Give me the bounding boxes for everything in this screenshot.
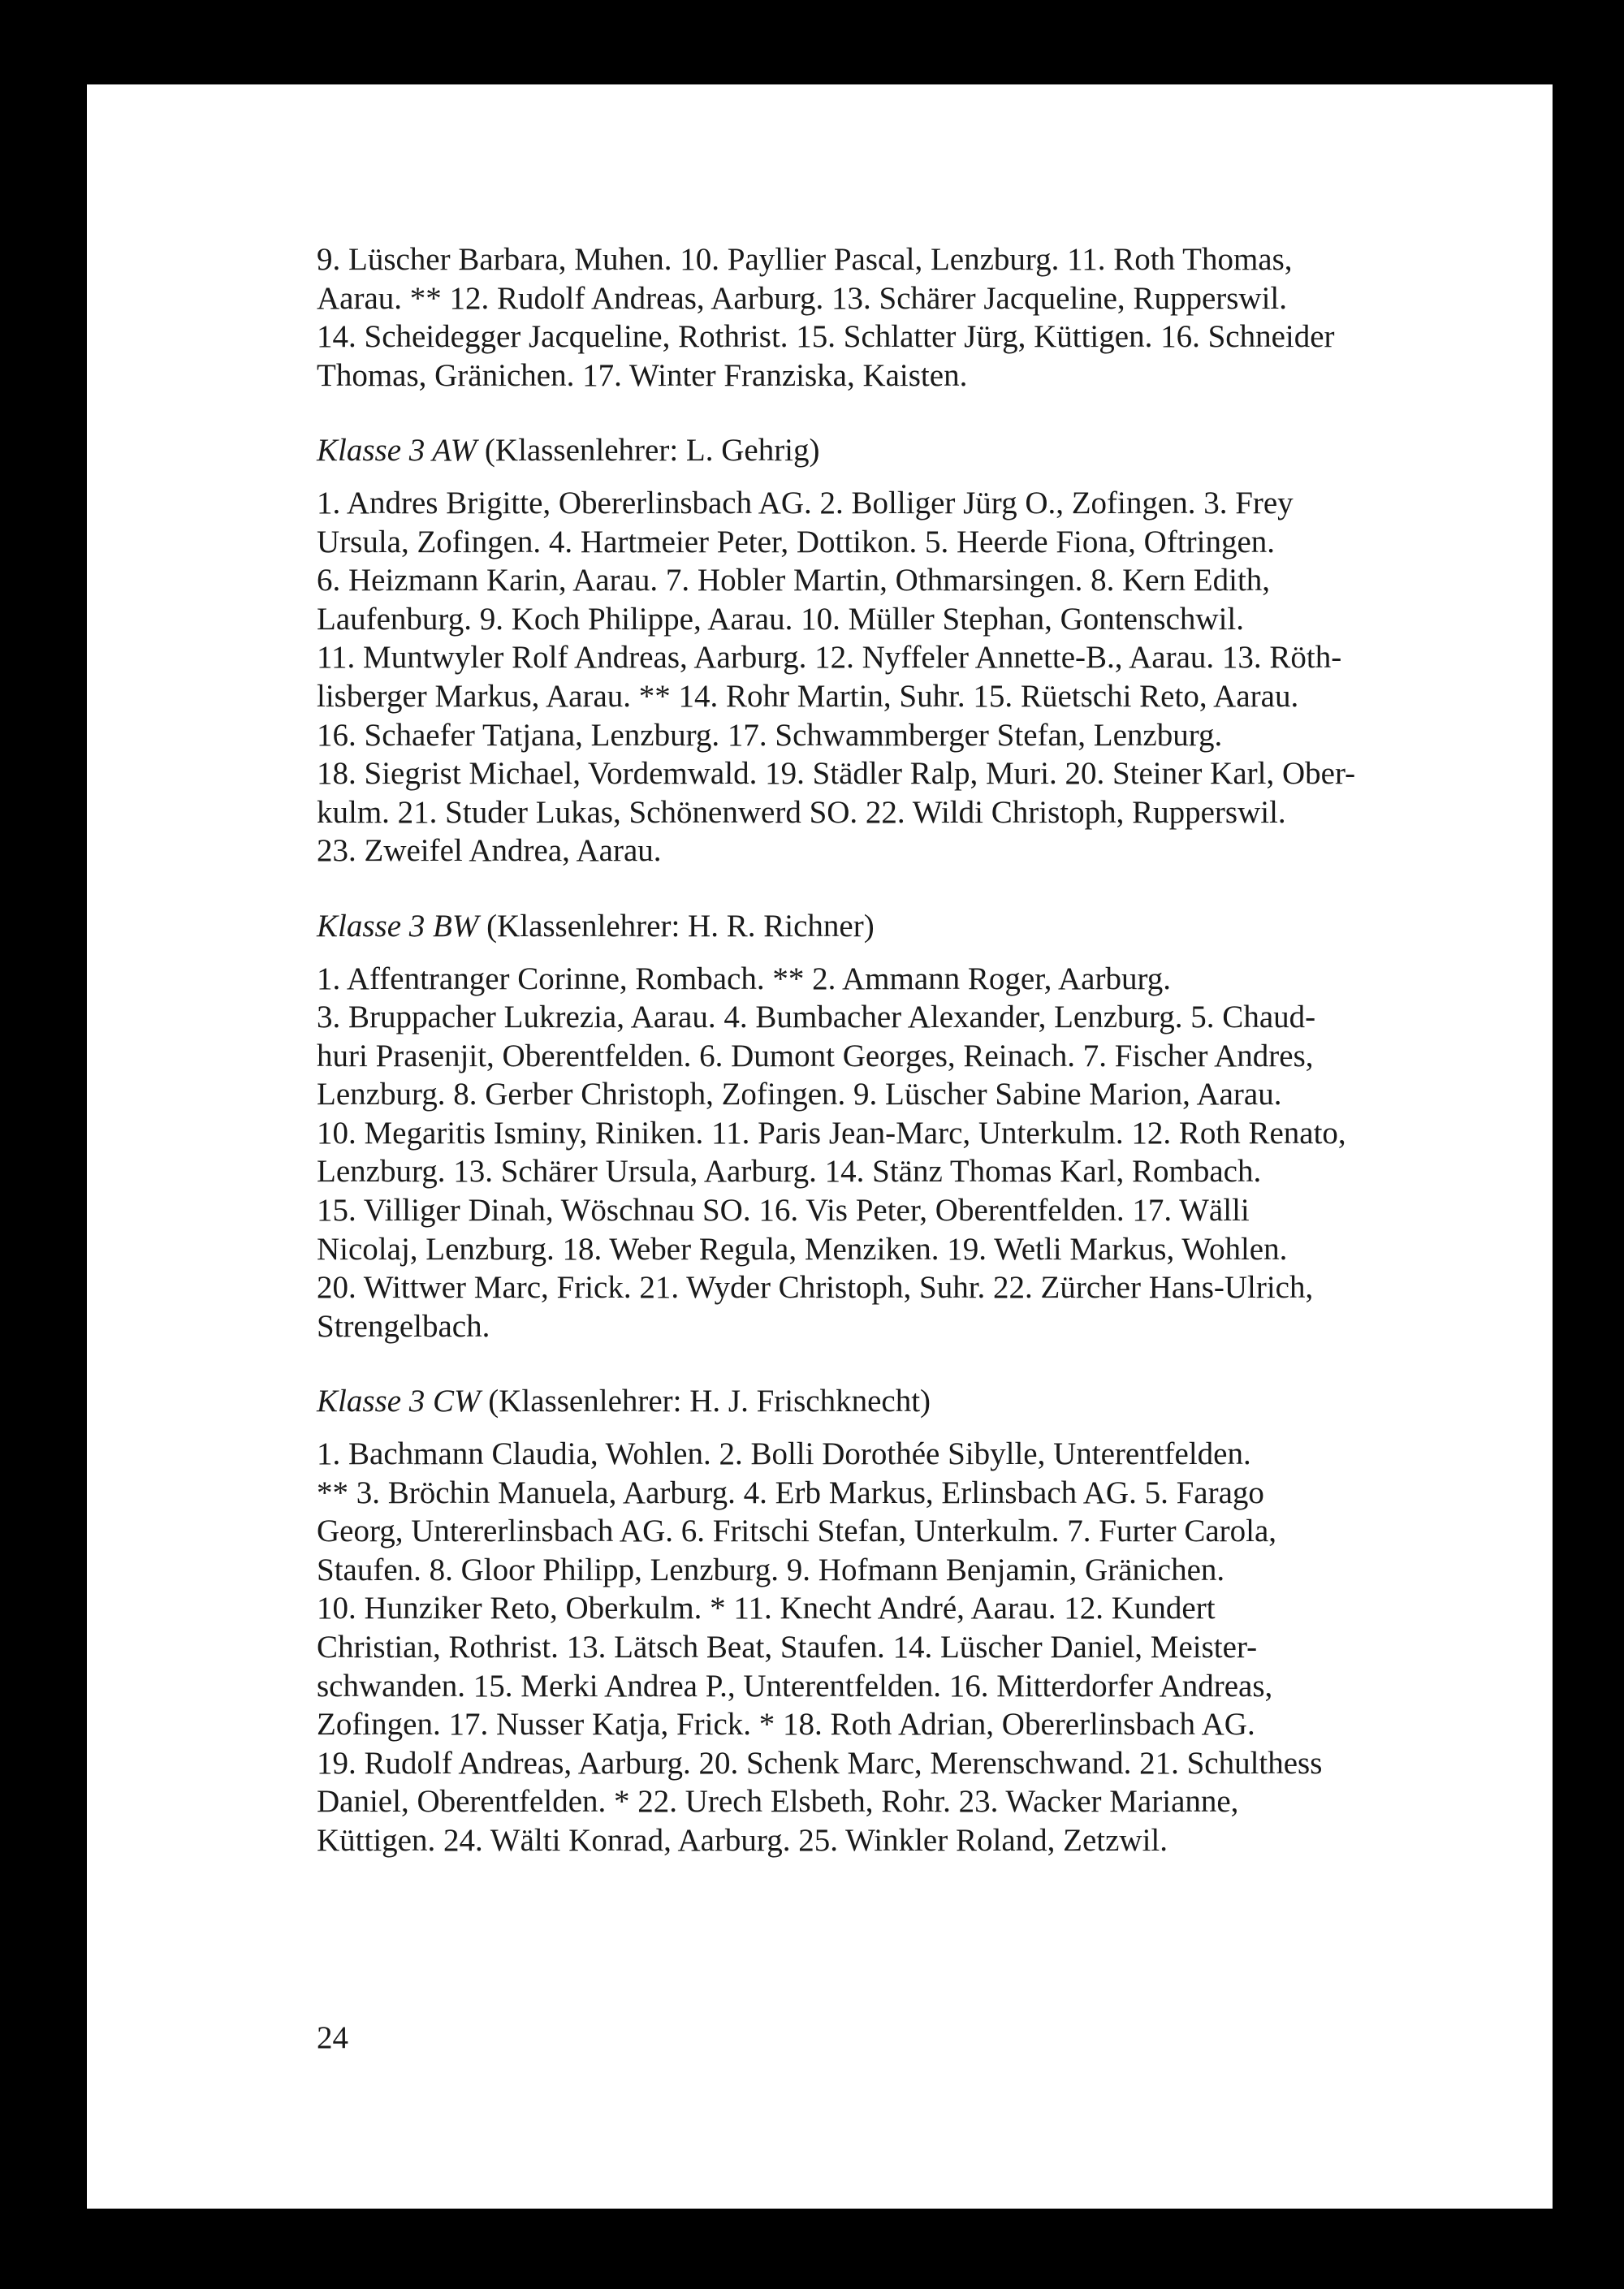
class-name: Klasse 3 BW bbox=[317, 908, 479, 944]
section-gap bbox=[317, 1345, 1563, 1382]
text-line: 19. Rudolf Andreas, Aarburg. 20. Schenk Marc, Merenschwand. 21. Schulthess bbox=[317, 1745, 1323, 1781]
class-name: Klasse 3 CW bbox=[317, 1384, 481, 1419]
text-line: lisberger Markus, Aarau. ** 14. Rohr Martin, Suhr. 15. Rüetschi Reto, Aarau. bbox=[317, 678, 1299, 714]
text-line: 9. Lüscher Barbara, Muhen. 10. Payllier Pascal, Lenzburg. 11. Roth Thomas, bbox=[317, 242, 1293, 277]
teacher-note: (Klassenlehrer: H. J. Frischknecht) bbox=[480, 1384, 931, 1419]
text-line: Küttigen. 24. Wälti Konrad, Aarburg. 25. Winkler Roland, Zetzwil. bbox=[317, 1822, 1168, 1858]
text-line: 1. Affentranger Corinne, Rombach. ** 2. Ammann Roger, Aarburg. bbox=[317, 961, 1171, 996]
document-page bbox=[87, 84, 1553, 2209]
text-line: 23. Zweifel Andrea, Aarau. bbox=[317, 833, 662, 869]
text-line: 20. Wittwer Marc, Frick. 21. Wyder Christoph, Suhr. 22. Zürcher Hans-Ulrich, bbox=[317, 1270, 1314, 1306]
heading-gap bbox=[317, 1421, 1563, 1435]
text-line: Strengelbach. bbox=[317, 1308, 490, 1344]
text-line: 6. Heizmann Karin, Aarau. 7. Hobler Martin, Othmarsingen. 8. Kern Edith, bbox=[317, 563, 1271, 598]
text-line: 3. Bruppacher Lukrezia, Aarau. 4. Bumbacher Alexander, Lenzburg. 5. Chaud- bbox=[317, 1000, 1316, 1035]
heading-gap bbox=[317, 470, 1563, 484]
page-number: 24 bbox=[317, 2020, 348, 2055]
section-gap bbox=[317, 395, 1563, 431]
text-line: 15. Villiger Dinah, Wöschnau SO. 16. Vis Peter, Oberentfelden. 17. Wälli bbox=[317, 1193, 1250, 1229]
student-list-3bw bbox=[317, 960, 1563, 1346]
student-list-3cw bbox=[317, 1435, 1563, 1860]
text-line: 16. Schaefer Tatjana, Lenzburg. 17. Schwammberger Stefan, Lenzburg. bbox=[317, 717, 1223, 753]
text-line: kulm. 21. Studer Lukas, Schönenwerd SO. 22. Wildi Christoph, Rupperswil. bbox=[317, 794, 1286, 830]
heading-gap bbox=[317, 946, 1563, 960]
text-line: 10. Megaritis Isminy, Riniken. 11. Paris Jean-Marc, Unterkulm. 12. Roth Renato, bbox=[317, 1115, 1346, 1151]
teacher-note: (Klassenlehrer: L. Gehrig) bbox=[477, 433, 820, 469]
section-heading-3aw bbox=[317, 431, 1563, 470]
text-line: 14. Scheidegger Jacqueline, Rothrist. 15. Schlatter Jürg, Küttigen. 16. Schneider bbox=[317, 319, 1335, 355]
text-line: 1. Andres Brigitte, Obererlinsbach AG. 2. Bolliger Jürg O., Zofingen. 3. Frey bbox=[317, 485, 1294, 520]
text-line: Nicolaj, Lenzburg. 18. Weber Regula, Menziken. 19. Wetli Markus, Wohlen. bbox=[317, 1231, 1288, 1267]
text-line: ** 3. Bröchin Manuela, Aarburg. 4. Erb Markus, Erlinsbach AG. 5. Farago bbox=[317, 1475, 1264, 1510]
text-line: Georg, Untererlinsbach AG. 6. Fritschi Stefan, Unterkulm. 7. Furter Carola, bbox=[317, 1514, 1277, 1549]
text-line: 1. Bachmann Claudia, Wohlen. 2. Bolli Dorothée Sibylle, Unterentfelden. bbox=[317, 1436, 1251, 1472]
text-line: Aarau. ** 12. Rudolf Andreas, Aarburg. 13. Schärer Jacqueline, Rupperswil. bbox=[317, 280, 1288, 316]
text-line: schwanden. 15. Merki Andrea P., Unterentfelden. 16. Mitterdorfer Andreas, bbox=[317, 1668, 1273, 1704]
teacher-note: (Klassenlehrer: H. R. Richner) bbox=[478, 908, 875, 944]
class-name: Klasse 3 AW bbox=[317, 433, 477, 469]
text-line: 11. Muntwyler Rolf Andreas, Aarburg. 12. Nyffeler Annette-B., Aarau. 13. Röth- bbox=[317, 640, 1342, 676]
text-line: 18. Siegrist Michael, Vordemwald. 19. Städler Ralp, Muri. 20. Steiner Karl, Ober- bbox=[317, 756, 1356, 792]
section-gap bbox=[317, 870, 1563, 907]
text-line: Laufenburg. 9. Koch Philippe, Aarau. 10. Müller Stephan, Gontenschwil. bbox=[317, 601, 1244, 637]
intro-paragraph bbox=[317, 240, 1563, 395]
section-heading-3bw bbox=[317, 907, 1563, 946]
text-line: Ursula, Zofingen. 4. Hartmeier Peter, Dottikon. 5. Heerde Fiona, Oftringen. bbox=[317, 524, 1276, 559]
section-heading-3cw bbox=[317, 1382, 1563, 1421]
text-line: Lenzburg. 8. Gerber Christoph, Zofingen. 9. Lüscher Sabine Marion, Aarau. bbox=[317, 1077, 1282, 1112]
text-line: Lenzburg. 13. Schärer Ursula, Aarburg. 14. Stänz Thomas Karl, Rombach. bbox=[317, 1154, 1262, 1190]
student-list-3aw bbox=[317, 484, 1563, 870]
text-line: Staufen. 8. Gloor Philipp, Lenzburg. 9. Hofmann Benjamin, Gränichen. bbox=[317, 1552, 1225, 1587]
page-body bbox=[317, 240, 1563, 1860]
text-line: Christian, Rothrist. 13. Lätsch Beat, Staufen. 14. Lüscher Daniel, Meister- bbox=[317, 1630, 1258, 1665]
text-line: huri Prasenjit, Oberentfelden. 6. Dumont Georges, Reinach. 7. Fischer Andres, bbox=[317, 1038, 1314, 1073]
text-line: 10. Hunziker Reto, Oberkulm. * 11. Knecht André, Aarau. 12. Kundert bbox=[317, 1591, 1216, 1626]
text-line: Thomas, Gränichen. 17. Winter Franziska, Kaisten. bbox=[317, 357, 968, 393]
text-line: Daniel, Oberentfelden. * 22. Urech Elsbeth, Rohr. 23. Wacker Marianne, bbox=[317, 1784, 1239, 1820]
text-line: Zofingen. 17. Nusser Katja, Frick. * 18. Roth Adrian, Obererlinsbach AG. bbox=[317, 1707, 1255, 1743]
